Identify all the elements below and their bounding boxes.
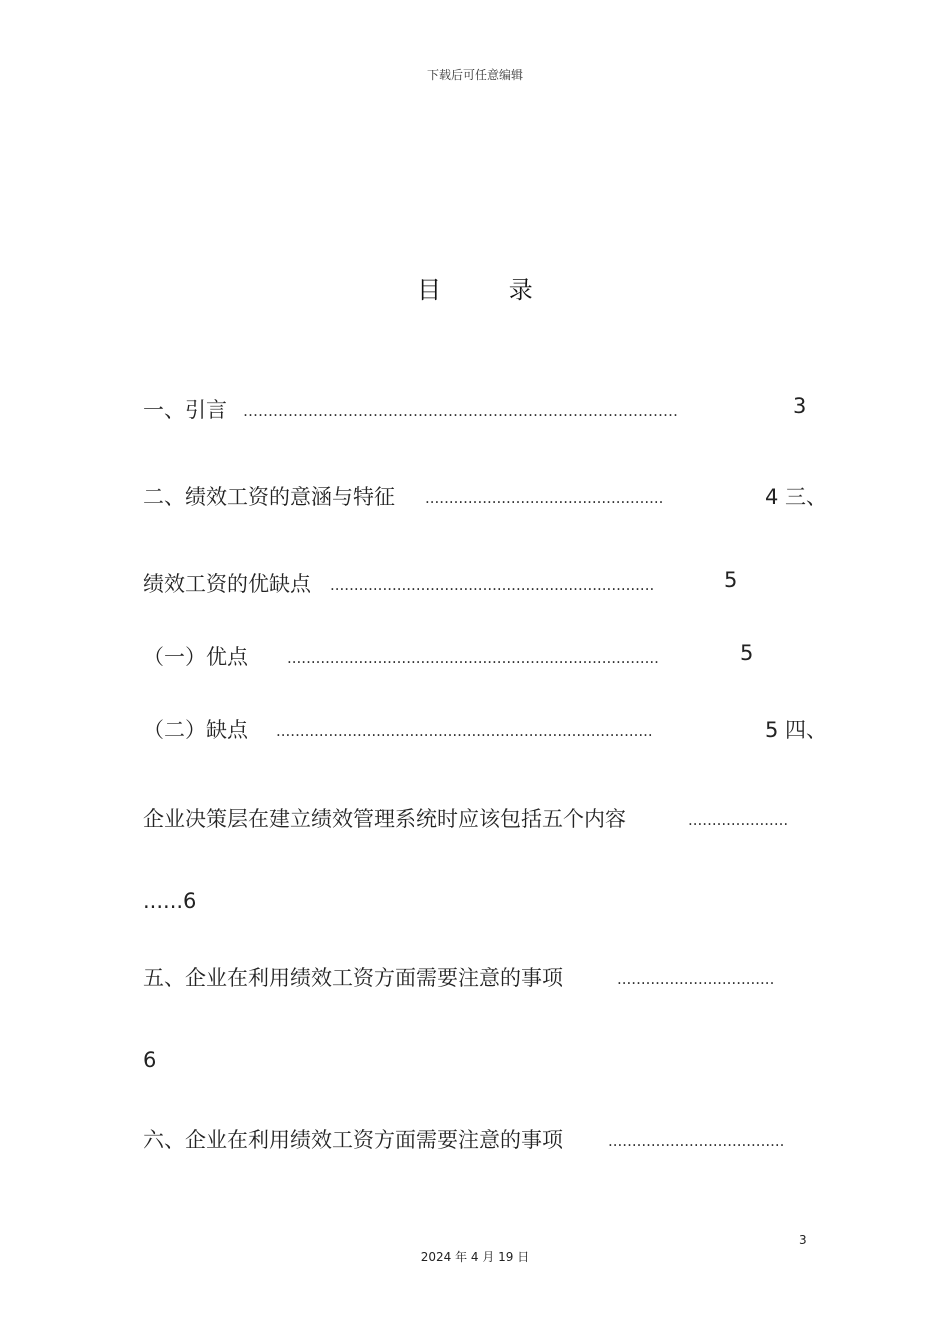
toc-title: 目 录 bbox=[417, 276, 563, 304]
toc-entry-3-page: 5 bbox=[724, 568, 738, 592]
page-number: 3 bbox=[799, 1233, 807, 1247]
toc-entry-5-leader: ............................................................................... bbox=[276, 722, 653, 740]
toc-entry-8-leader: ..................................... bbox=[608, 1132, 785, 1150]
toc-entry-4-text: （一）优点 bbox=[143, 645, 248, 669]
toc-entry-5-page: 5 四、 bbox=[765, 718, 828, 742]
footer-date: 2024 年 4 月 19 日 bbox=[420, 1250, 530, 1264]
toc-entry-2-text: 二、绩效工资的意涵与特征 bbox=[143, 485, 395, 509]
toc-entry-7-page: 6 bbox=[143, 1048, 157, 1072]
header-note: 下载后可任意编辑 bbox=[426, 68, 523, 82]
toc-entry-7-leader: ................................. bbox=[617, 970, 775, 988]
toc-entry-3-leader: .................................................................... bbox=[330, 576, 655, 594]
toc-entry-1-page: 3 bbox=[793, 394, 807, 418]
toc-entry-3-text: 绩效工资的优缺点 bbox=[143, 572, 311, 596]
toc-entry-7-text: 五、企业在利用绩效工资方面需要注意的事项 bbox=[143, 966, 563, 990]
toc-entry-8-text: 六、企业在利用绩效工资方面需要注意的事项 bbox=[143, 1128, 563, 1152]
toc-entry-4-page: 5 bbox=[740, 641, 754, 665]
toc-entry-2-leader: .................................................. bbox=[425, 489, 664, 507]
toc-entry-4-leader: .............................................................................. bbox=[287, 649, 659, 667]
toc-entry-6-continuation: ......6 bbox=[143, 889, 197, 913]
toc-entry-6-text: 企业决策层在建立绩效管理系统时应该包括五个内容 bbox=[143, 807, 626, 831]
toc-entry-1-leader: …………………………………………………………………………… bbox=[243, 402, 678, 420]
toc-entry-5-text: （二）缺点 bbox=[143, 718, 248, 742]
toc-entry-2-page: 4 三、 bbox=[765, 485, 828, 509]
toc-entry-6-leader: ..................... bbox=[688, 811, 789, 829]
toc-entry-1-text: 一、引言 bbox=[143, 398, 227, 422]
